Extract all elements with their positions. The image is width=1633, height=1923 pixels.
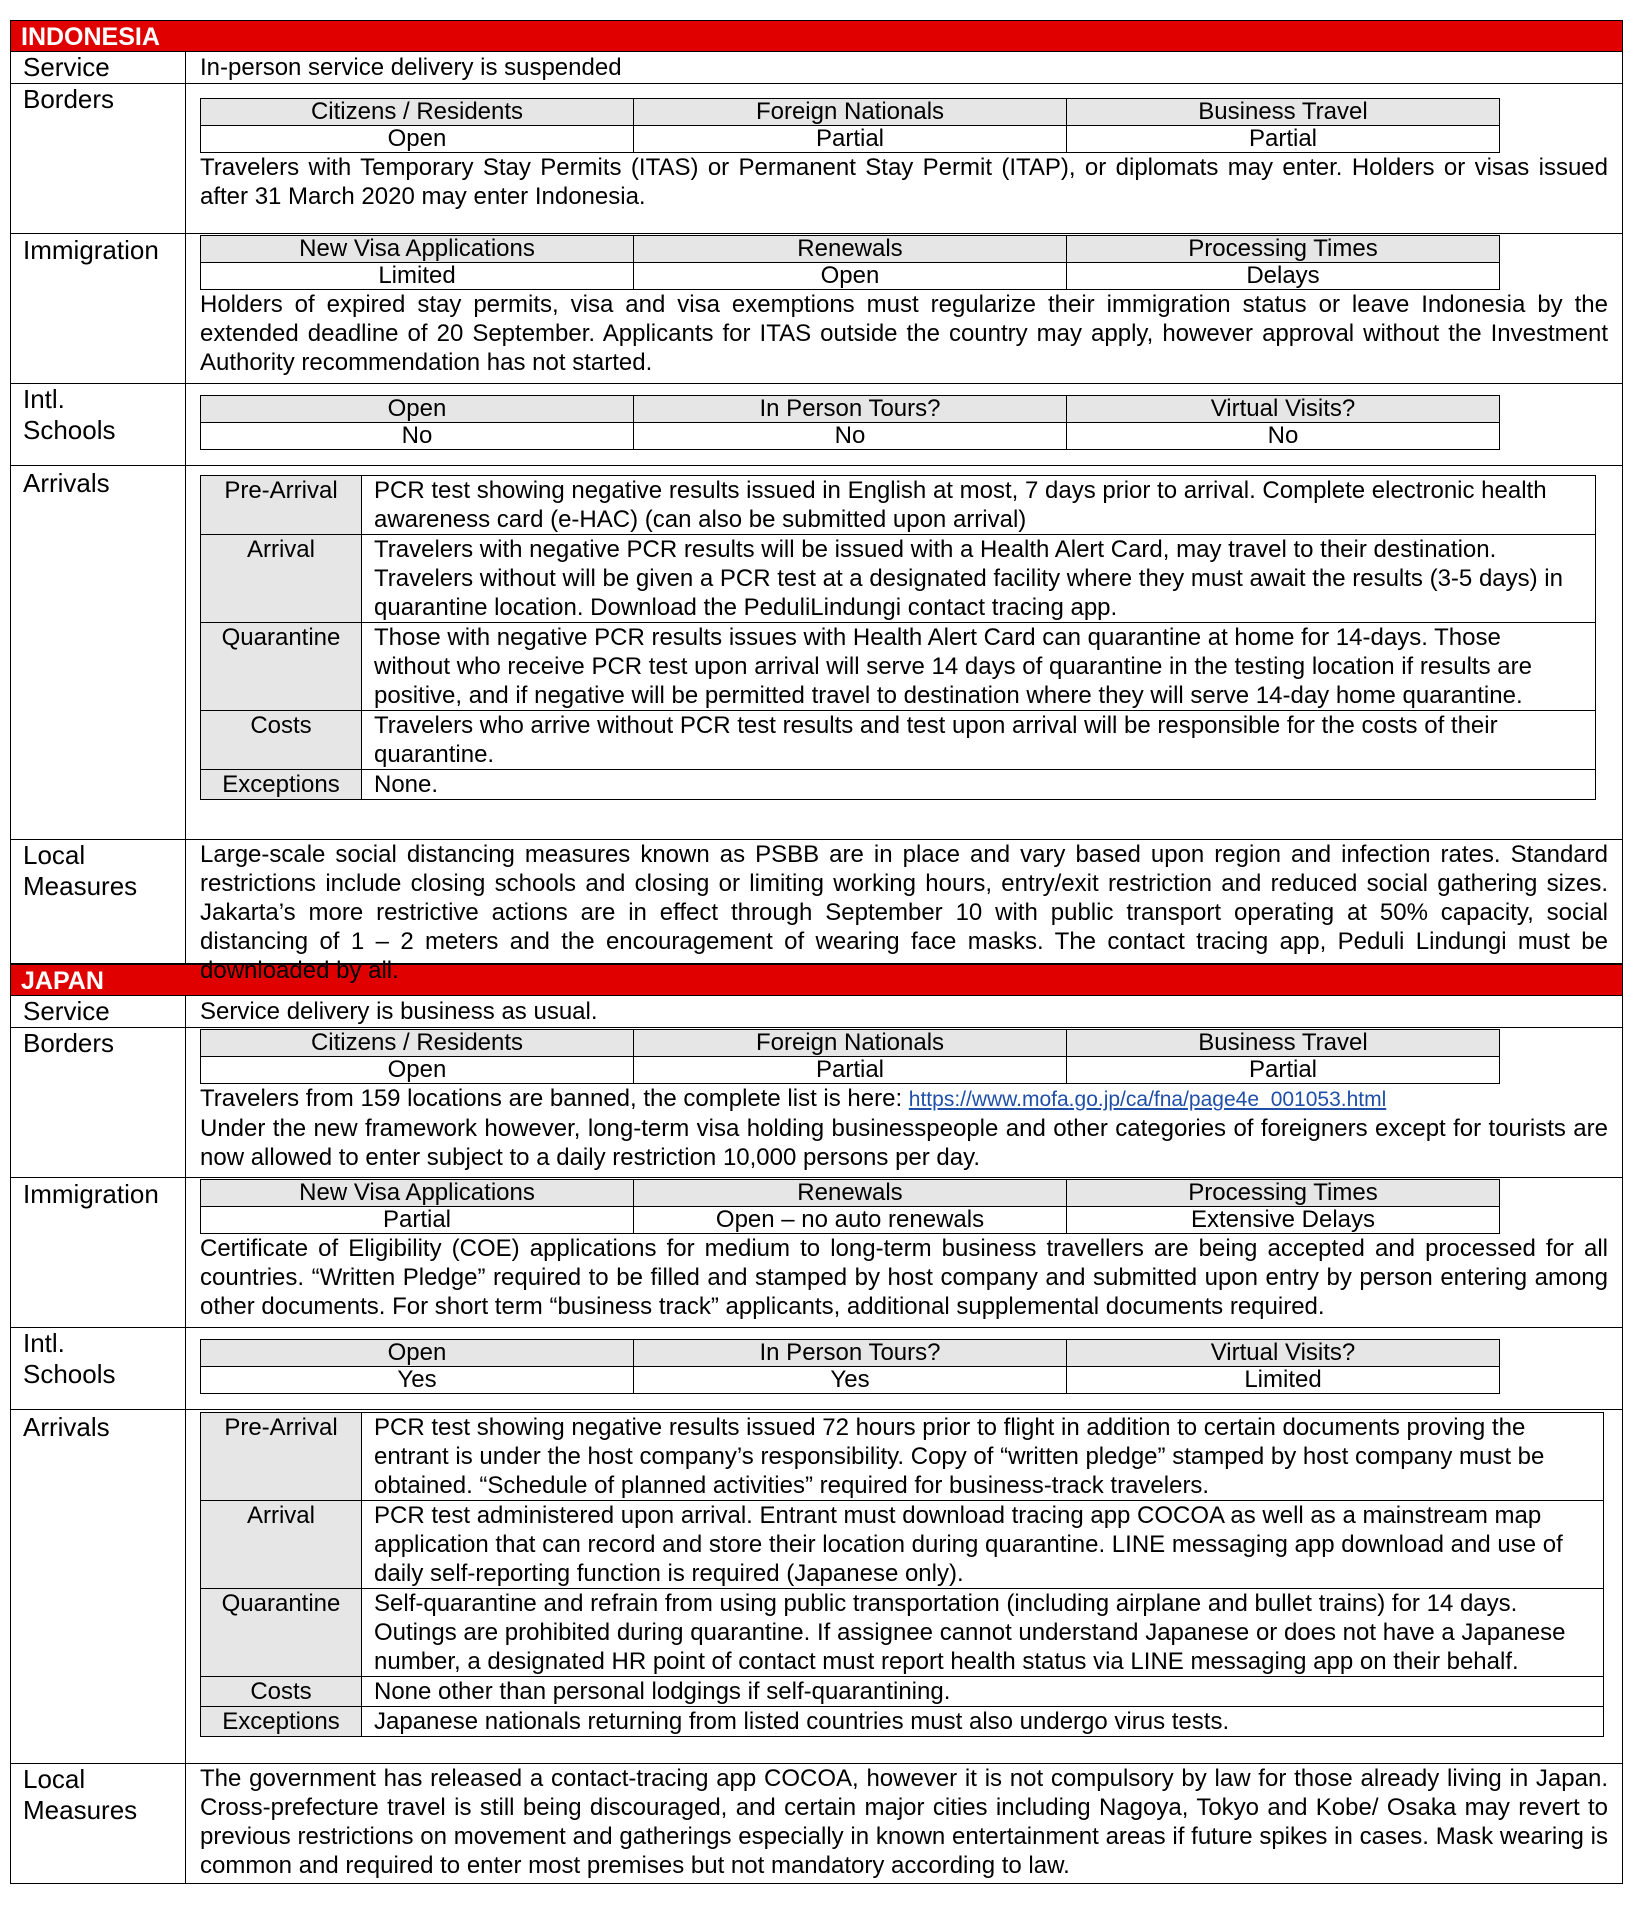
table-cell: Yes (634, 1367, 1067, 1394)
table-row (201, 1413, 1604, 1501)
country-header: INDONESIA (10, 20, 1623, 52)
immigration-note: Holders of expired stay permits, visa and visa exemptions must regularize their immigration status or leave Indonesia by the extended deadline of 20 September. Applicants for ITAS outside the country may apply, however approval without the Investment Authority recommendation has not started. (200, 291, 1608, 376)
country-header: JAPAN (10, 964, 1623, 996)
table-cell: Extensive Delays (1067, 1207, 1500, 1234)
table-row (201, 1677, 1604, 1707)
arrivals-label: Exceptions (201, 770, 362, 800)
table-cell: No (634, 423, 1067, 450)
row-label: Borders (11, 84, 186, 233)
row-label-line: Intl. (23, 384, 65, 414)
arrivals-text: Those with negative PCR results issues with Health Alert Card can quarantine at home for 14-days. Those without who receive PCR test upon arrival will serve 14 days of quarantine in the testing location if results are positive, and if negative will be permitted travel to destination where they will serve 14-day home quarantine. (362, 623, 1596, 711)
immigration-table (200, 1179, 1500, 1234)
table-cell: Open – no auto renewals (634, 1207, 1067, 1234)
row-label-line: Schools (23, 1359, 116, 1389)
arrivals-label: Pre-Arrival (201, 476, 362, 535)
table-header: Processing Times (1067, 1180, 1500, 1207)
table-header: Virtual Visits? (1067, 1340, 1500, 1367)
table-row (201, 1707, 1604, 1737)
row-label: Immigration (11, 234, 186, 383)
row-label-line: Local (23, 840, 86, 870)
table-cell: No (1067, 423, 1500, 450)
borders-row (10, 84, 1623, 234)
table-header: Open (201, 1340, 634, 1367)
table-header: Business Travel (1067, 1030, 1500, 1057)
row-label (11, 840, 186, 963)
table-header: In Person Tours? (634, 1340, 1067, 1367)
row-label-line: Measures (23, 1795, 138, 1825)
row-label (11, 1764, 186, 1883)
row-label-line: Measures (23, 871, 138, 901)
row-label: Arrivals (11, 466, 186, 839)
arrivals-text: None other than personal lodgings if self-quarantining. (362, 1677, 1604, 1707)
table-cell: Limited (1067, 1367, 1500, 1394)
banned-list-link[interactable]: https://www.mofa.go.jp/ca/fna/page4e_001053.html (908, 1088, 1387, 1111)
arrivals-row (10, 1410, 1623, 1764)
borders-note: Under the new framework however, long-term visa holding businesspeople and other categories of foreigners except for tourists are now allowed to enter subject to a daily restriction 10,000 persons per day. (200, 1115, 1608, 1171)
table-cell: Yes (201, 1367, 634, 1394)
row-label (11, 1328, 186, 1409)
table-header: Renewals (634, 236, 1067, 263)
table-row (201, 623, 1596, 711)
row-label: Arrivals (11, 1410, 186, 1763)
country-section-japan (10, 964, 1623, 1884)
table-cell: Partial (1067, 126, 1500, 153)
table-row (201, 770, 1596, 800)
table-cell: Partial (634, 126, 1067, 153)
row-label-line: Intl. (23, 1328, 65, 1358)
row-label: Borders (11, 1028, 186, 1177)
service-row (10, 996, 1623, 1028)
schools-table (200, 1339, 1500, 1394)
borders-table (200, 98, 1500, 153)
row-label: Immigration (11, 1178, 186, 1327)
table-header: Virtual Visits? (1067, 396, 1500, 423)
table-header: New Visa Applications (201, 236, 634, 263)
immigration-row (10, 1178, 1623, 1328)
arrivals-row (10, 466, 1623, 840)
table-cell: Partial (201, 1207, 634, 1234)
table-header: Open (201, 396, 634, 423)
table-header: Foreign Nationals (634, 99, 1067, 126)
arrivals-text: Self-quarantine and refrain from using public transportation (including airplane and bullet trains) for 14 days. Outings are prohibited during quarantine. If assignee cannot understand Japanese or does not have a Japanese number, a designated HR point of contact must report health status via LINE messaging app on their behalf. (362, 1589, 1604, 1677)
row-label-line: Local (23, 1764, 86, 1794)
arrivals-label: Arrival (201, 535, 362, 623)
table-row (201, 535, 1596, 623)
local-measures-text: The government has released a contact-tracing app COCOA, however it is not compulsory by law for those already living in Japan. Cross-prefecture travel is still being discouraged, and certain major cities including Nagoya, Tokyo and Kobe/ Osaka may revert to previous restrictions on movement and gatherings especially in known entertainment areas if future spikes in cases. Mask wearing is common and required to enter most premises but not mandatory according to law. (200, 1765, 1608, 1879)
arrivals-text: PCR test showing negative results issued 72 hours prior to flight in addition to certain documents proving the entrant is under the host company’s responsibility. Copy of “written pledge” stamped by host company must be obtained. “Schedule of planned activities” required for business-track travelers. (362, 1413, 1604, 1501)
row-label: Service (11, 52, 186, 83)
schools-table (200, 395, 1500, 450)
immigration-table (200, 235, 1500, 290)
arrivals-label: Quarantine (201, 1589, 362, 1677)
service-text: Service delivery is business as usual. (200, 998, 598, 1025)
immigration-row (10, 234, 1623, 384)
table-cell: No (201, 423, 634, 450)
borders-note (200, 1084, 1608, 1114)
row-label-line: Schools (23, 415, 116, 445)
table-row (201, 1501, 1604, 1589)
table-header: Citizens / Residents (201, 1030, 634, 1057)
table-row (201, 476, 1596, 535)
table-header: Citizens / Residents (201, 99, 634, 126)
table-cell: Delays (1067, 263, 1500, 290)
schools-row (10, 384, 1623, 466)
arrivals-label: Pre-Arrival (201, 1413, 362, 1501)
arrivals-label: Quarantine (201, 623, 362, 711)
table-header: In Person Tours? (634, 396, 1067, 423)
arrivals-text: None. (362, 770, 1596, 800)
row-label (11, 384, 186, 465)
table-header: Processing Times (1067, 236, 1500, 263)
table-cell: Limited (201, 263, 634, 290)
immigration-note: Certificate of Eligibility (COE) applications for medium to long-term business travellers are being accepted and processed for all countries. “Written Pledge” required to be filled and stamped by host company and submitted upon entry by person entering among other documents. For short term “business track” applicants, additional supplemental documents required. (200, 1235, 1608, 1320)
table-cell: Open (201, 1057, 634, 1084)
arrivals-table (200, 1412, 1604, 1737)
schools-row (10, 1328, 1623, 1410)
arrivals-label: Arrival (201, 1501, 362, 1589)
table-cell: Open (201, 126, 634, 153)
arrivals-text: PCR test administered upon arrival. Entrant must download tracing app COCOA as well as a mainstream map application that can record and store their location during quarantine. LINE messaging app download and use of daily self-reporting function is required (Japanese only). (362, 1501, 1604, 1589)
arrivals-label: Costs (201, 711, 362, 770)
arrivals-label: Exceptions (201, 1707, 362, 1737)
borders-note-prefix: Travelers from 159 locations are banned, the complete list is here: (200, 1085, 909, 1112)
table-cell: Open (634, 263, 1067, 290)
table-cell: Partial (1067, 1057, 1500, 1084)
local-measures-row (10, 1764, 1623, 1884)
local-measures-text: Large-scale social distancing measures known as PSBB are in place and vary based upon region and infection rates. Standard restrictions include closing schools and closing or limiting working hours, entry/exit restriction and reduced social gathering sizes. Jakarta’s more restrictive actions are in effect through September 10 with public transport operating at 50% capacity, social distancing of 1 – 2 meters and the encouragement of wearing face masks. The contact tracing app, Peduli Lindungi must be downloaded by all. (200, 841, 1608, 984)
table-row (201, 711, 1596, 770)
row-label: Service (11, 996, 186, 1027)
document-page (10, 20, 1623, 1884)
arrivals-text: Travelers with negative PCR results will be issued with a Health Alert Card, may travel to their destination. Travelers without will be given a PCR test at a designated facility where they must await the results (3-5 days) in quarantine location. Download the PeduliLindungi contact tracing app. (362, 535, 1596, 623)
arrivals-table (200, 475, 1596, 800)
table-header: Renewals (634, 1180, 1067, 1207)
borders-table (200, 1029, 1500, 1084)
table-header: Foreign Nationals (634, 1030, 1067, 1057)
service-row (10, 52, 1623, 84)
arrivals-text: Japanese nationals returning from listed countries must also undergo virus tests. (362, 1707, 1604, 1737)
arrivals-text: Travelers who arrive without PCR test results and test upon arrival will be responsible for the costs of their quarantine. (362, 711, 1596, 770)
table-header: New Visa Applications (201, 1180, 634, 1207)
table-cell: Partial (634, 1057, 1067, 1084)
arrivals-label: Costs (201, 1677, 362, 1707)
table-header: Business Travel (1067, 99, 1500, 126)
borders-note: Travelers with Temporary Stay Permits (ITAS) or Permanent Stay Permit (ITAP), or diplomats may enter. Holders or visas issued after 31 March 2020 may enter Indonesia. (200, 154, 1608, 210)
borders-row (10, 1028, 1623, 1178)
table-row (201, 1589, 1604, 1677)
arrivals-text: PCR test showing negative results issued in English at most, 7 days prior to arrival. Complete electronic health awareness card (e-HAC) (can also be submitted upon arrival) (362, 476, 1596, 535)
service-text: In-person service delivery is suspended (200, 54, 622, 81)
